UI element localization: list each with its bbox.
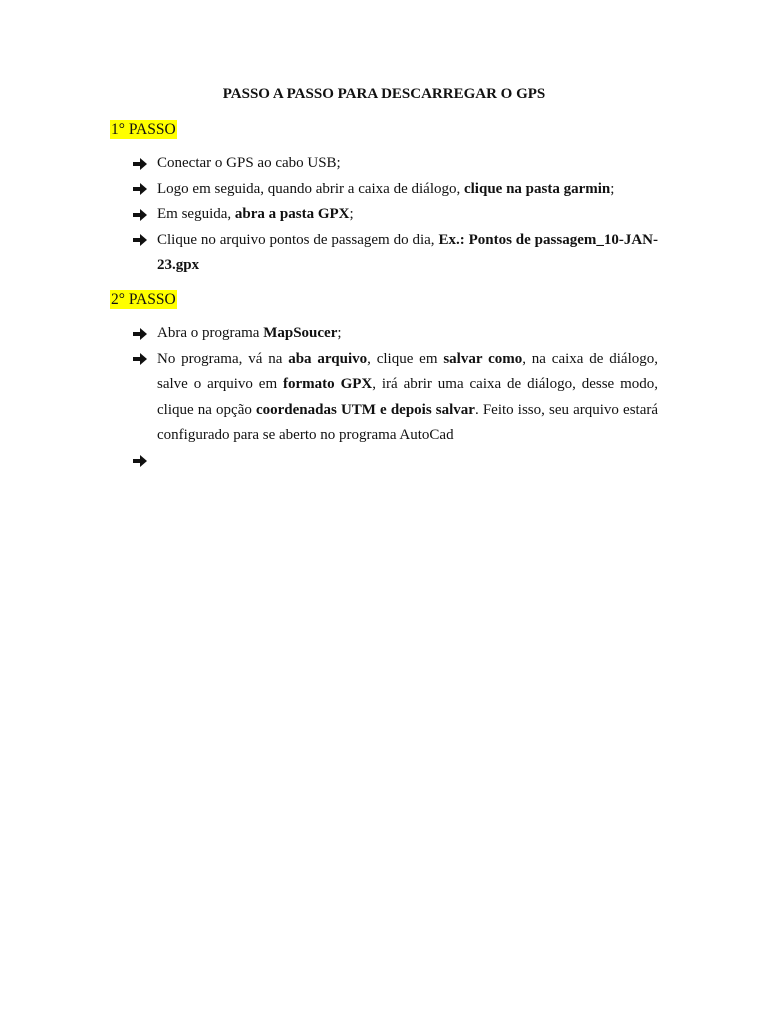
text-run: ; (349, 206, 354, 222)
bold-text: salvar como (443, 350, 523, 367)
bold-text: formato GPX (283, 376, 373, 392)
text-run: Abra o programa (157, 325, 264, 341)
text-run: Conectar o GPS ao cabo USB; (157, 155, 341, 171)
step-2-list (132, 321, 658, 474)
list-item (132, 202, 658, 228)
text-run: No programa, vá na (157, 350, 289, 367)
list-item-text (157, 325, 342, 341)
step-1-heading: 1° PASSO (111, 121, 176, 138)
bold-text: Ex.: Pontos de passagem_10-JAN-23.gpx (157, 231, 658, 273)
list-item-text (157, 155, 341, 171)
list-item (132, 449, 658, 475)
text-run: Em seguida, (157, 206, 235, 222)
list-item-text (157, 453, 161, 469)
list-item (132, 177, 658, 203)
arrow-right-icon (132, 347, 150, 372)
step-2-heading: 2° PASSO (111, 291, 176, 308)
text-run: . Feito isso, seu arquivo estará configurado para se aberto no programa AutoCad (157, 401, 659, 443)
text-run: , na caixa de diálogo, salve o arquivo em (157, 350, 658, 392)
bold-text: coordenadas UTM e depois salvar (255, 401, 475, 418)
bold-text: MapSoucer (263, 325, 338, 341)
text-run: Clique no arquivo pontos de passagem do dia, (157, 231, 439, 248)
arrow-right-icon (132, 449, 150, 474)
text-run: ; (610, 180, 615, 197)
list-item-text (157, 351, 658, 444)
list-item (132, 228, 658, 279)
bold-text: aba arquivo (288, 350, 368, 367)
document-title: PASSO A PASSO PARA DESCARREGAR O GPS (222, 86, 546, 102)
arrow-right-icon (132, 151, 150, 176)
arrow-right-icon (132, 228, 150, 253)
list-item (132, 151, 658, 177)
step-1-list (132, 151, 658, 279)
list-item (132, 321, 658, 347)
text-run: Logo em seguida, quando abrir a caixa de diálogo, (157, 180, 464, 197)
list-item (132, 347, 658, 449)
text-run: , clique em (367, 350, 444, 367)
text-run: ; (337, 325, 342, 341)
bold-text: abra a pasta GPX (234, 206, 350, 222)
arrow-right-icon (132, 177, 150, 202)
bold-text: clique na pasta garmin (463, 180, 611, 197)
arrow-right-icon (132, 202, 150, 227)
arrow-right-icon (132, 321, 150, 346)
list-item-text (157, 181, 614, 197)
list-item-text (157, 206, 354, 222)
text-run: , irá abrir uma caixa de diálogo, desse modo, clique na opção (157, 376, 658, 418)
list-item-text (157, 232, 658, 274)
